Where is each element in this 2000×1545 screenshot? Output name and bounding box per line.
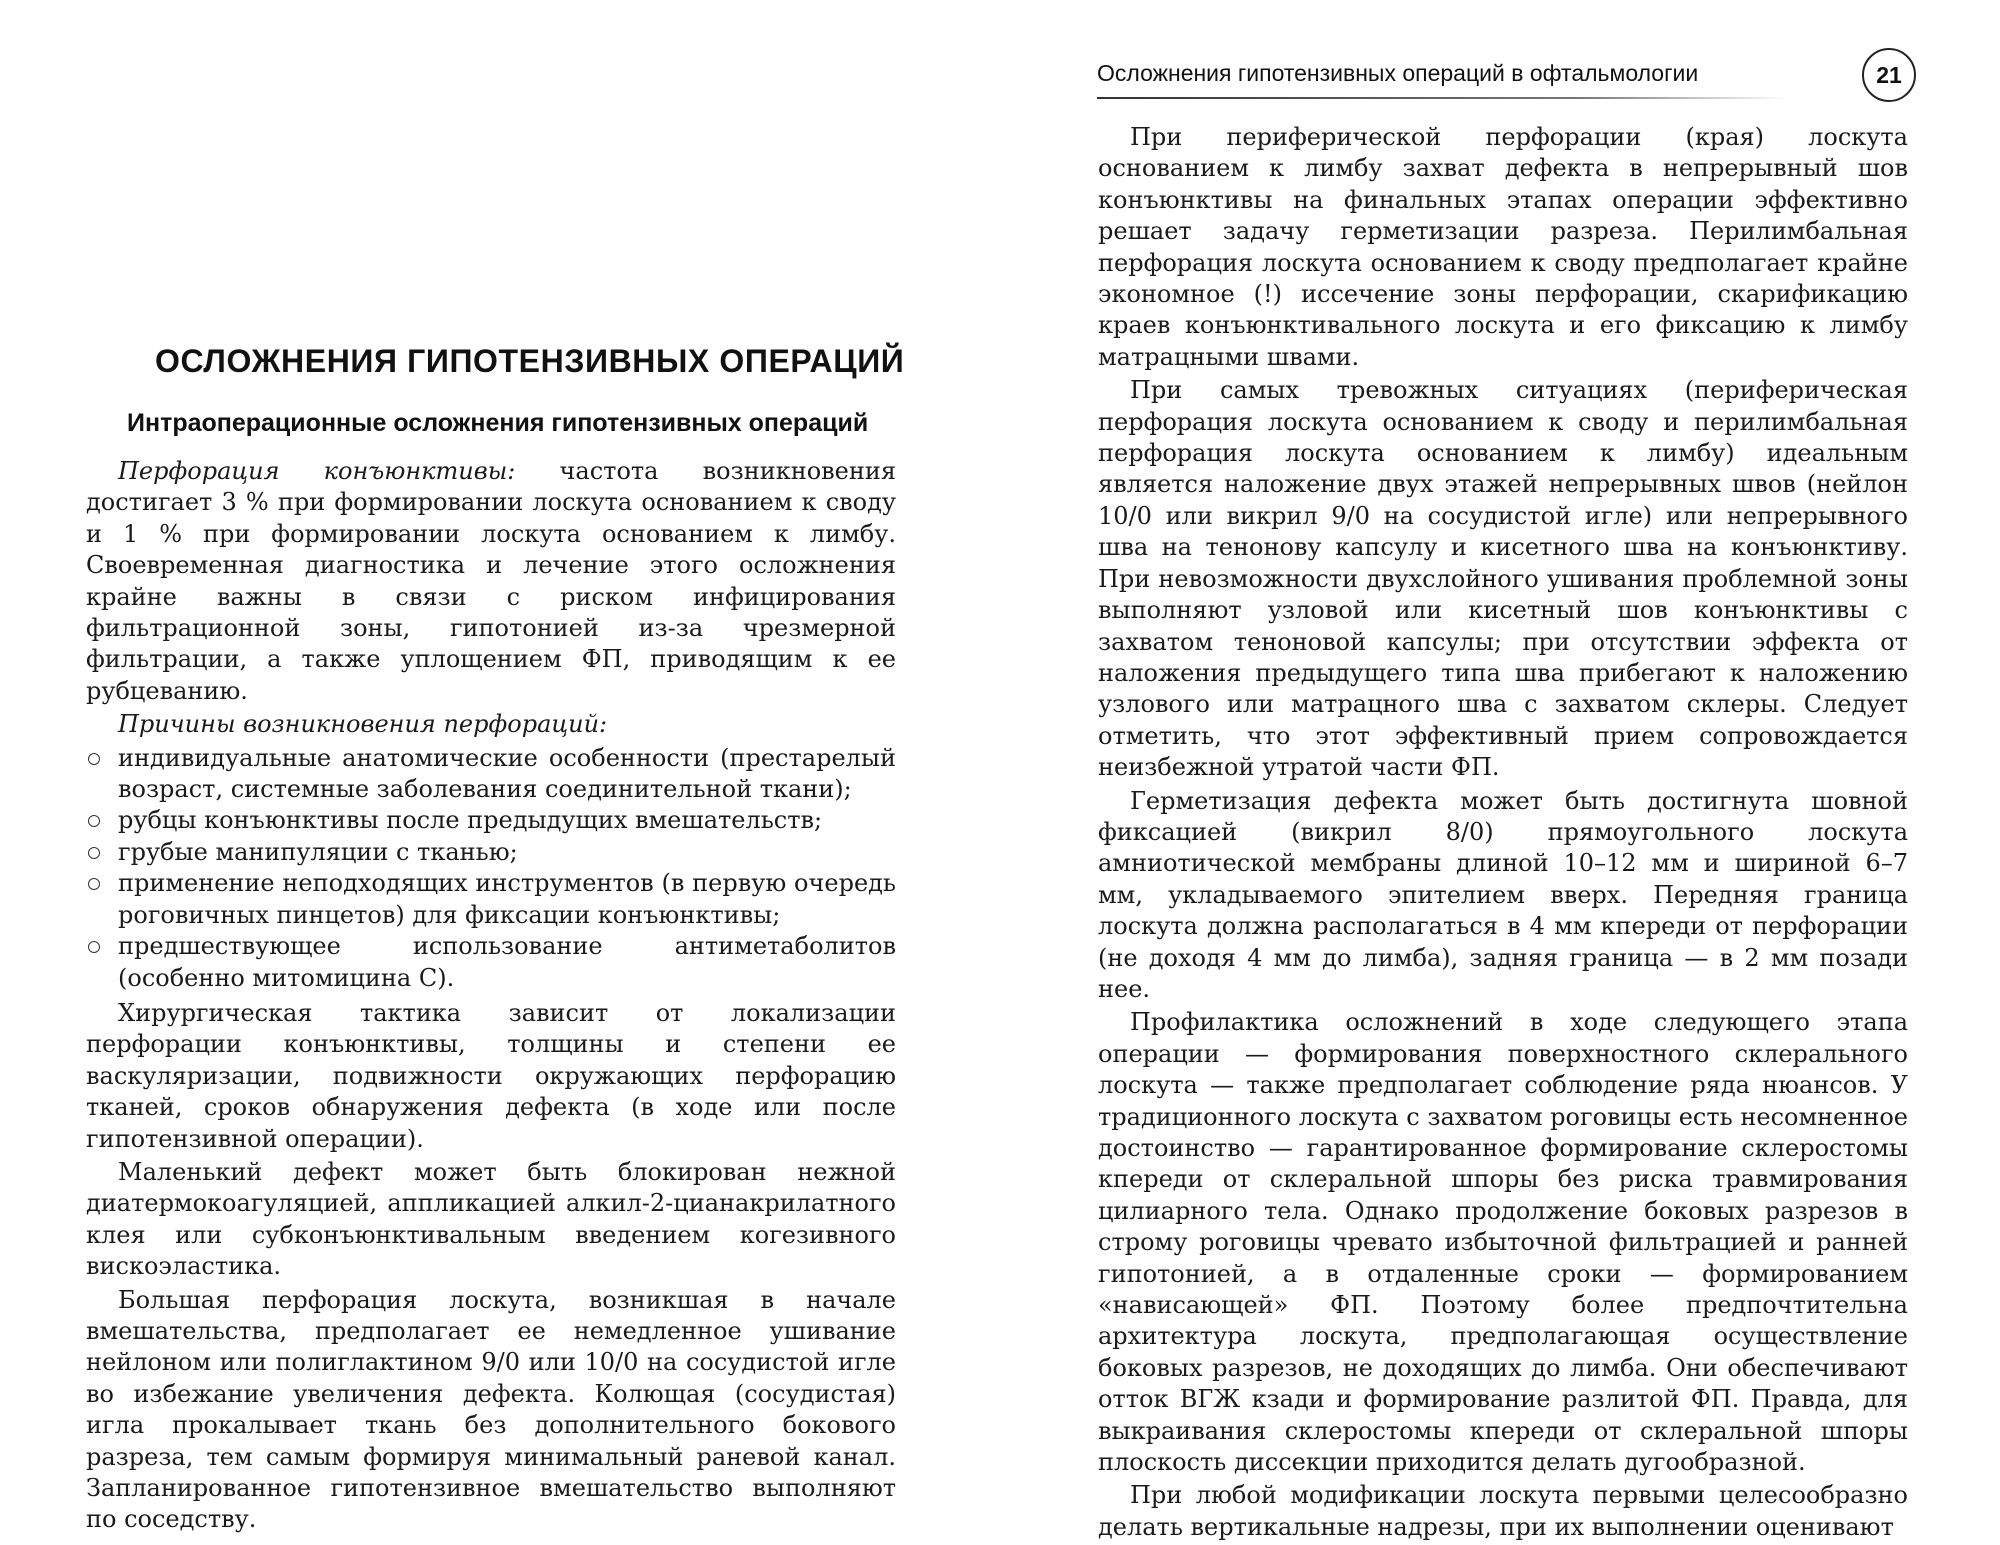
- header-rule: [1097, 97, 1787, 99]
- paragraph: При периферической перфорации (края) лоскута основанием к лимбу захват дефекта в непрерывный шов конъюнктивы на финальных этапах операции эффективно решает задачу герметизации разреза. Перилимбальная перфорация лоскута основанием к своду предполагает крайне экономное (!) иссечение зоны перфорации, скарификацию краев конъюнктивального лоскута и его фиксацию к лимбу матрацными швами.: [1098, 123, 1908, 371]
- list-item: [86, 805, 896, 836]
- left-text-column: [86, 456, 896, 1538]
- list-item: [86, 868, 896, 931]
- circle-bullet-icon: [88, 941, 100, 953]
- page-number-badge: 21: [1862, 48, 1916, 102]
- left-page: [0, 0, 1000, 1534]
- paragraph: Профилактика осложнений в ходе следующего этапа операции — формирования поверхностного склерального лоскута — также предполагает соблюдение ряда нюансов. У традиционного лоскута с захватом роговицы есть несомненное достоинство — гарантированное формирование склеростомы кпереди от склеральной шпоры без риска травмирования цилиарного тела. Однако продолжение боковых разрезов в строму роговицы чревато избыточной фильтрацией и ранней гипотонией, а в отдаленные сроки — формированием «нависающей» ФП. Поэтому более предпочтительна архитектура лоскута, предполагающая осуществление боковых разрезов, не доходящих до лимба. Они обеспечивают отток ВГЖ кзади и формирование разлитой ФП. Правда, для выкраивания склеростомы кпереди от склеральной шпоры плоскость диссекции приходится делать дугообразной.: [1098, 1008, 1908, 1477]
- paragraph: Хирургическая тактика зависит от локализации перфорации конъюнктивы, толщины и степени ее васкуляризации, подвижности окружающих перфорацию тканей, сроков обнаружения дефекта (в ходе или после гипотензивной операции).: [86, 998, 896, 1153]
- chapter-title: ОСЛОЖНЕНИЯ ГИПОТЕНЗИВНЫХ ОПЕРАЦИЙ: [155, 343, 905, 379]
- list-item-text: рубцы конъюнктивы после предыдущих вмешательств;: [118, 806, 823, 835]
- list-item-text: предшествующее использование антиметаболитов (особенно митомицина С).: [118, 932, 896, 992]
- circle-bullet-icon: [88, 815, 100, 827]
- causes-list: [86, 743, 896, 994]
- right-text-column: [1098, 122, 1908, 1545]
- paragraph: Большая перфорация лоскута, возникшая в начале вмешательства, предполагает ее немедленное ушивание нейлоном или полиглактином 9/0 или 10/0 на сосудистой игле во избежание увеличения дефекта. Колющая (сосудистая) игла прокалывает ткань без дополнительного бокового разреза, тем самым формируя минимальный раневой канал. Запланированное гипотензивное вмешательство выполняют по соседству.: [86, 1285, 896, 1534]
- circle-bullet-icon: [88, 847, 100, 859]
- paragraph: Маленький дефект может быть блокирован нежной диатермокоагуляцией, аппликацией алкил-2-цианакрилатного клея или субконъюнктивальным введением когезивного вискоэластика.: [86, 1157, 896, 1281]
- paragraph: [86, 456, 896, 707]
- list-item-text: грубые манипуляции с тканью;: [118, 837, 518, 866]
- list-item: [86, 837, 896, 868]
- paragraph: Герметизация дефекта может быть достигнута шовной фиксацией (викрил 8/0) прямоугольного лоскута амниотической мембраны длиной 10–12 мм и шириной 6–7 мм, укладываемого эпителием вверх. Передняя граница лоскута должна располагаться в 4 мм кпереди от перфорации (не доходя 4 мм до лимба), задняя граница — в 2 мм позади нее.: [1098, 786, 1908, 1003]
- paragraph-lead-italic: Перфорация конъюнктивы:: [118, 457, 516, 485]
- list-item-text: индивидуальные анатомические особенности (престарелый возраст, системные заболевания соединительной ткани);: [118, 743, 896, 804]
- circle-bullet-icon: [88, 753, 100, 765]
- list-item-text: применение неподходящих инструментов (в первую очередь роговичных пинцетов) для фиксации конъюнктивы;: [118, 869, 896, 929]
- paragraph: При самых тревожных ситуациях (периферическая перфорация лоскута основанием к своду и перилимбальная перфорация лоскута основанием к лимбу) идеальным является наложение двух этажей непрерывных швов (нейлон 10/0 или викрил 9/0 на сосудистой игле) или непрерывного шва на тенонову капсулу и кисетного шва на конъюнктиву. При невозможности двухслойного ушивания проблемной зоны выполняют узловой или кисетный шов конъюнктивы с захватом теноновой капсулы; при отсутствии эффекта от наложения предыдущего типа шва прибегают к наложению узлового или матрацного шва с захватом склеры. Следует отметить, что этот эффективный прием сопровождается неизбежной утратой части ФП.: [1098, 376, 1908, 782]
- paragraph: При любой модификации лоскута первыми целесообразно делать вертикальные надрезы, при их выполнении оценивают: [1098, 1481, 1908, 1541]
- list-item: [86, 743, 896, 806]
- circle-bullet-icon: [88, 878, 100, 890]
- list-item: [86, 931, 896, 994]
- causes-heading-text: Причины возникновения перфораций:: [118, 710, 608, 739]
- section-subtitle: Интраоперационные осложнения гипотензивных операций: [127, 409, 869, 437]
- paragraph-text: частота возникновения достигает 3 % при формировании лоскута основанием к своду и 1 % при формировании лоскута основанием к лимбу. Своевременная диагностика и лечение этого осложнения крайне важны в связи с риском инфицирования фильтрационной зоны, гипотонией из-за чрезмерной фильтрации, а также уплощением ФП, приводящим к ее рубцеванию.: [86, 457, 896, 705]
- running-header: Осложнения гипотензивных операций в офтальмологии: [1097, 60, 1699, 86]
- right-page: [1000, 0, 2000, 1541]
- causes-heading: [86, 709, 896, 740]
